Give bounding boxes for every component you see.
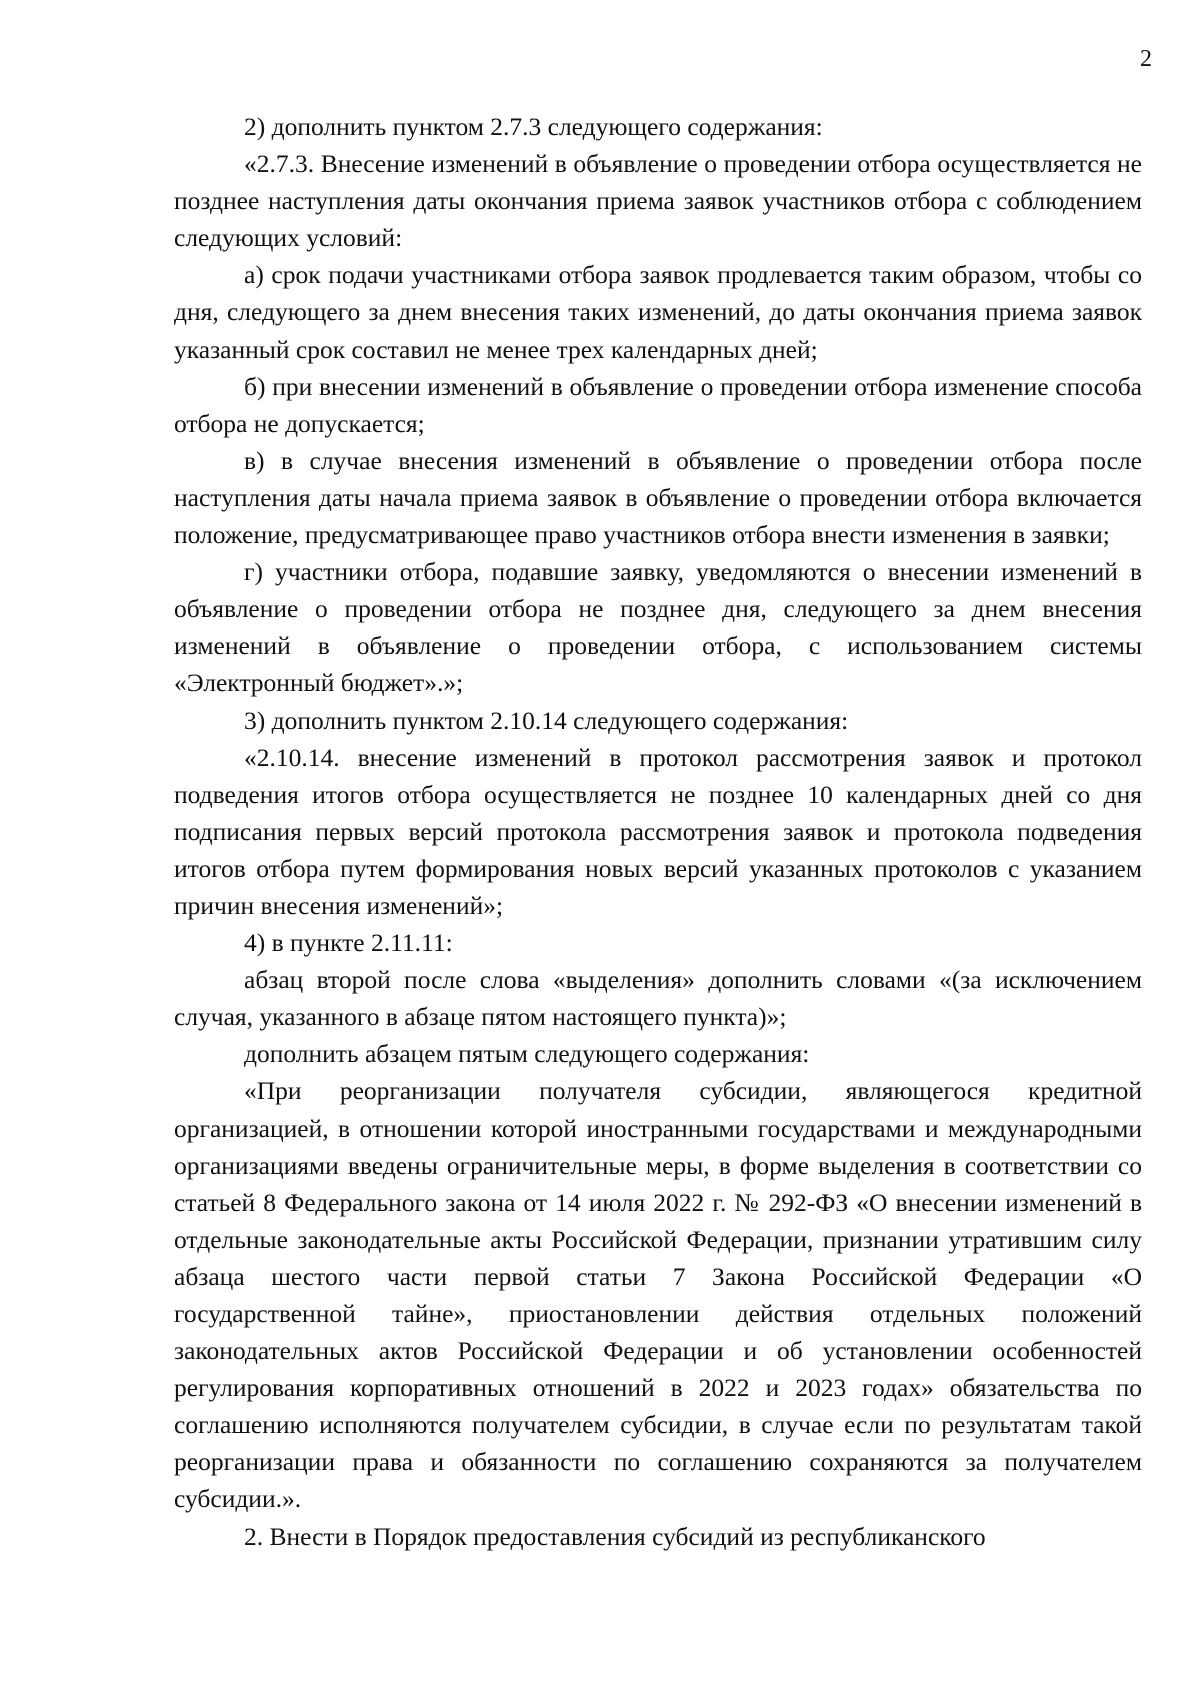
- paragraph-reorganization: «При реорганизации получателя субсидии, являющегося кредитной организацией, в отношении которой иностранными государствами и международными организациями введены ограничительные меры, в форме выделения в соответствии со статьей 8 Федерального закона от 14 июля 2022 г. № 292-ФЗ «О внесении изменений в отдельные законодательные акты Российской Федерации, признании утратившим силу абзаца шестого части первой статьи 7 Закона Российской Федерации «О государственной тайне», приостановлении действия отдельных положений законодательных актов Российской Федерации и об установлении особенностей регулирования корпоративных отношений в 2022 и 2023 годах» обязательства по соглашению исполняются получателем субсидии, в случае если по результатам такой реорганизации права и обязанности по соглашению сохраняются за получателем субсидии.».: [174, 1076, 1142, 1514]
- paragraph-item-3-intro: 2) дополнить пунктом 2.7.3 следующего содержания:: [244, 112, 823, 141]
- paragraph-condition-a: а) срок подачи участниками отбора заявок продлевается таким образом, чтобы со дня, следующего за днем внесения таких изменений, до даты окончания приема заявок указанный срок составил не менее трех календарных дней;: [174, 260, 1142, 364]
- paragraph-clause-2-7-3: «2.7.3. Внесение изменений в объявление о проведении отбора осуществляется не позднее наступления даты окончания приема заявок участников отбора с соблюдением следующих условий:: [174, 149, 1142, 253]
- page-number: 2: [1140, 46, 1152, 72]
- paragraph-section-2: 2. Внести в Порядок предоставления субсидий из республиканского: [244, 1521, 986, 1551]
- paragraph-second-abzac: абзац второй после слова «выделения» дополнить словами «(за исключением случая, указанного в абзаце пятом настоящего пункта)»;: [174, 965, 1142, 1032]
- document-body: [174, 108, 1142, 1555]
- paragraph-condition-v: в) в случае внесения изменений в объявление о проведении отбора после наступления даты начала приема заявок в объявление о проведении отбора включается положение, предусматривающее право участников отбора внести изменения в заявки;: [174, 445, 1142, 550]
- paragraph-item-4: 4) в пункте 2.11.11:: [244, 928, 453, 958]
- paragraph-add-fifth-abzac: дополнить абзацем пятым следующего содержания:: [244, 1039, 810, 1069]
- paragraph-condition-g: г) участники отбора, подавшие заявку, уведомляются о внесении изменений в объявление о проведении отбора не позднее дня, следующего за днем внесения изменений в объявление о проведении отбора, с использованием системы «Электронный бюджет».»;: [174, 557, 1142, 698]
- paragraph-item-3: 3) дополнить пунктом 2.10.14 следующего содержания:: [244, 705, 849, 735]
- paragraph-clause-2-10-14: «2.10.14. внесение изменений в протокол рассмотрения заявок и протокол подведения итогов отбора осуществляется не позднее 10 календарных дней со дня подписания первых версий протокола рассмотрения заявок и протокола подведения итогов отбора путем формирования новых версий указанных протоколов с указанием причин внесения изменений»;: [174, 742, 1142, 920]
- paragraph-condition-b: б) при внесении изменений в объявление о проведении отбора изменение способа отбора не допускается;: [174, 371, 1142, 438]
